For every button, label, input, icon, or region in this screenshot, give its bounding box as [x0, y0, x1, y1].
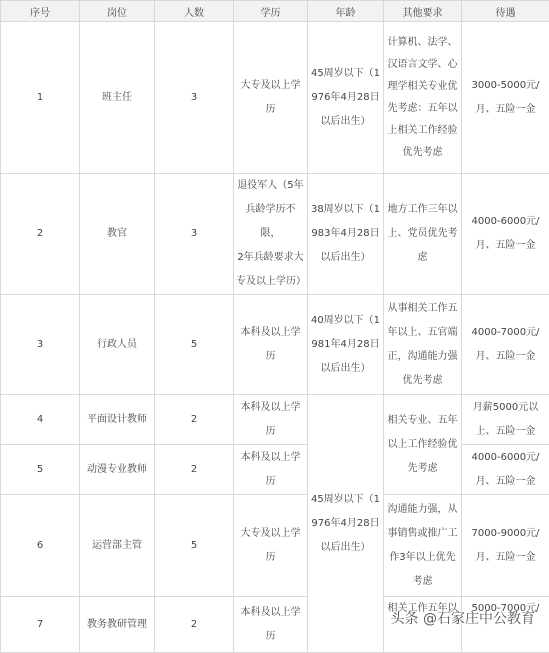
table-header-row	[1, 1, 549, 22]
header-post: 岗位	[80, 1, 155, 22]
table-row	[1, 395, 549, 445]
cell-education: 本科及以上学历	[234, 395, 308, 445]
cell-count: 5	[155, 295, 234, 395]
table-row	[1, 174, 549, 295]
header-education: 学历	[234, 1, 308, 22]
cell-age: 40周岁以下（1 981年4月28日 以后出生）	[308, 295, 384, 395]
cell-education: 本科及以上学历	[234, 597, 308, 653]
cell-pay: 7000-9000元/ 月、五险一金	[462, 495, 549, 597]
cell-pay: 4000-6000元/ 月、五险一金	[462, 174, 549, 295]
cell-post: 平面设计教师	[80, 395, 155, 445]
cell-post: 教务教研管理	[80, 597, 155, 653]
cell-education: 大专及以上学历	[234, 22, 308, 174]
cell-post: 运营部主管	[80, 495, 155, 597]
cell-no: 3	[1, 295, 80, 395]
cell-other: 计算机、法学、 汉语言文学、心 理学相关专业优 先考虑：五年以 上相关工作经验 优先考虑	[384, 22, 462, 174]
cell-age: 38周岁以下（1 983年4月28日 以后出生）	[308, 174, 384, 295]
cell-count: 2	[155, 395, 234, 445]
header-no: 序号	[1, 1, 80, 22]
table-row	[1, 22, 549, 174]
header-other-requirements: 其他要求	[384, 1, 462, 22]
cell-no: 4	[1, 395, 80, 445]
cell-education: 大专及以上学历	[234, 495, 308, 597]
cell-pay: 4000-6000元/ 月、五险一金	[462, 445, 549, 495]
cell-no: 6	[1, 495, 80, 597]
cell-pay: 月薪5000元以 上、五险一金	[462, 395, 549, 445]
header-pay: 待遇	[462, 1, 549, 22]
cell-no: 5	[1, 445, 80, 495]
cell-education: 本科及以上学历	[234, 445, 308, 495]
cell-education: 退役军人（5年 兵龄学历不限， 2年兵龄要求大 专及以上学历）	[234, 174, 308, 295]
cell-age-shared: 45周岁以下（1 976年4月28日 以后出生）	[308, 395, 384, 653]
cell-other: 相关工作五年以	[384, 597, 462, 653]
cell-other: 沟通能力强，从 事销售或推广工 作3年以上优先 考虑	[384, 495, 462, 597]
cell-count: 3	[155, 22, 234, 174]
cell-post: 教官	[80, 174, 155, 295]
cell-post: 班主任	[80, 22, 155, 174]
cell-count: 3	[155, 174, 234, 295]
cell-post: 动漫专业教师	[80, 445, 155, 495]
cell-other-shared: 相关专业、五年 以上工作经验优 先考虑	[384, 395, 462, 495]
cell-no: 1	[1, 22, 80, 174]
cell-other: 从事相关工作五 年以上、五官端 正，沟通能力强 优先考虑	[384, 295, 462, 395]
cell-other: 地方工作三年以 上、党员优先考 虑	[384, 174, 462, 295]
cell-count: 5	[155, 495, 234, 597]
cell-no: 2	[1, 174, 80, 295]
cell-no: 7	[1, 597, 80, 653]
table-row	[1, 445, 549, 495]
cell-education: 本科及以上学历	[234, 295, 308, 395]
cell-count: 2	[155, 445, 234, 495]
cell-pay: 4000-7000元/ 月、五险一金	[462, 295, 549, 395]
cell-count: 2	[155, 597, 234, 653]
header-count: 人数	[155, 1, 234, 22]
cell-post: 行政人员	[80, 295, 155, 395]
header-age: 年龄	[308, 1, 384, 22]
cell-age: 45周岁以下（1 976年4月28日 以后出生）	[308, 22, 384, 174]
watermark-text: 头条 @石家庄中公教育	[391, 608, 535, 628]
table-row	[1, 495, 549, 597]
cell-pay: 5000-7000元/	[462, 597, 549, 653]
cell-pay: 3000-5000元/ 月、五险一金	[462, 22, 549, 174]
table-row	[1, 295, 549, 395]
